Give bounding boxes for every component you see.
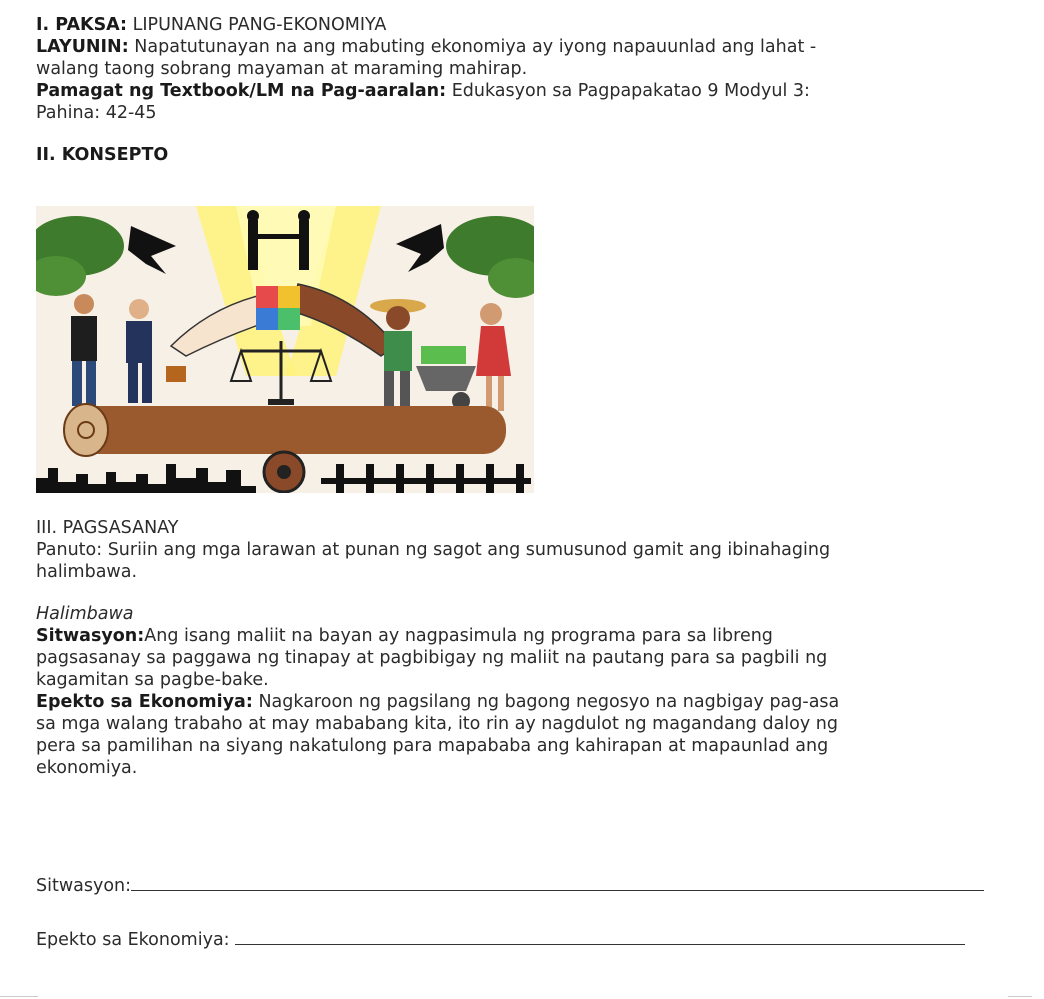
layunin-line-2: walang taong sobrang mayaman at maraming mahirap. [36,59,528,79]
sitwasyon-line-1 [36,625,1026,647]
pahina-line: Pahina: 42-45 [36,103,157,123]
sitwasyon-answer-field[interactable] [36,872,984,896]
paksa-value: LIPUNANG PANG-EKONOMIYA [132,15,387,35]
panuto-line-2: halimbawa. [36,562,138,582]
pagsasanay-heading: III. PAGSASANAY [36,518,179,538]
sitwasyon-label: Sitwasyon: [36,626,145,646]
epekto-answer-line[interactable] [235,926,965,945]
page-corner-left [0,996,38,997]
layunin-text-1: Napatutunayan na ang mabuting ekonomiya ay iyong napauunlad ang lahat - [134,37,817,57]
pamagat-line [36,80,1026,102]
layunin-label: LAYUNIN: [36,37,129,57]
epekto-line-2: sa mga walang trabaho at may mababang kita, ito rin ay nagdulot ng magandang daloy ng [36,714,838,734]
pagsasanay-section [36,517,1026,779]
economy-illustration-image [36,206,534,493]
sitwasyon-line-3: kagamitan sa pagbe-bake. [36,670,269,690]
paksa-label: I. PAKSA: [36,15,128,35]
epekto-answer-field[interactable] [36,926,965,950]
sitwasyon-answer-label: Sitwasyon: [36,876,132,896]
sitwasyon-answer-line[interactable] [131,872,984,891]
halimbawa-heading: Halimbawa [36,604,134,624]
epekto-answer-label: Epekto sa Ekonomiya: [36,930,230,950]
worksheet-document [36,14,1026,166]
konsepto-heading: II. KONSEPTO [36,145,169,165]
epekto-line-3: pera sa pamilihan na siyang nakatulong para mapababa ang kahirapan at mapaunlad ang [36,736,829,756]
layunin-line-1 [36,36,1026,58]
concept-illustration [36,206,534,493]
sitwasyon-text-1: Ang isang maliit na bayan ay nagpasimula ng programa para sa libreng [144,626,773,646]
epekto-line-4: ekonomiya. [36,758,138,778]
epekto-line-1 [36,691,1026,713]
page-corner-right [1008,996,1032,997]
sitwasyon-line-2: pagsasanay sa paggawa ng tinapay at pagbibigay ng maliit na pautang para sa pagbili ng [36,648,828,668]
epekto-text-1: Nagkaroon ng pagsilang ng bagong negosyo na nagbigay pag-asa [258,692,840,712]
epekto-label: Epekto sa Ekonomiya: [36,692,253,712]
panuto-line-1: Panuto: Suriin ang mga larawan at punan ng sagot ang sumusunod gamit ang ibinahaging [36,540,831,560]
pamagat-label: Pamagat ng Textbook/LM na Pag-aaralan: [36,81,447,101]
pamagat-value: Edukasyon sa Pagpapakatao 9 Modyul 3: [451,81,810,101]
paksa-line [36,14,1026,36]
